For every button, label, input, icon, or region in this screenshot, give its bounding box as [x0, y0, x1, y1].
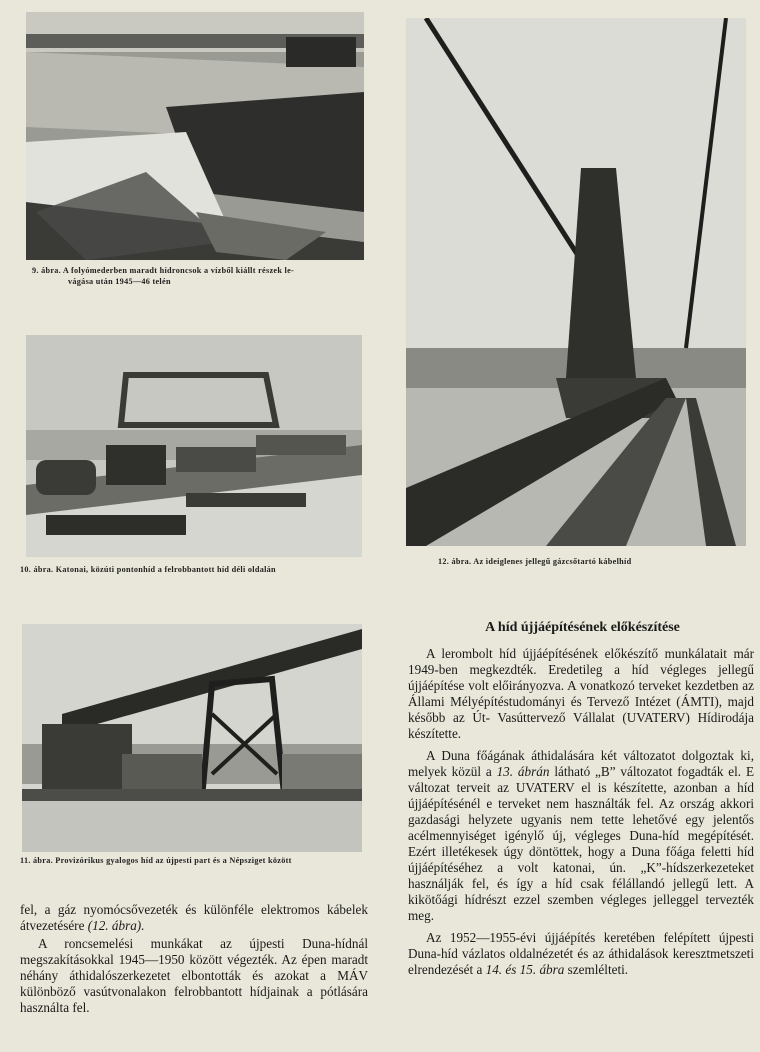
figure-9-caption-line1: 9. ábra. A folyómederben maradt hídroncsok a vízből kiállt részek le- — [32, 266, 295, 275]
right-paragraph-3 — [408, 930, 754, 978]
right-paragraph-2-text-b: látható „B” változatot fogadták el. E változat terveit az UVATERV el is készítette, azonban a híd újjáépítésénél e terveket nem használták fel. Az ország akkori gazdasági helyzete ugyanis nem tette lehetővé egy jelentős acélmennyiséget igénylő új, végleges Duna-híd megépítését. Ezért illetékesek úgy döntöttek, hogy a Duna főága feletti híd újjáépítéséhez a volt katonai, ún. „K”-hídszerkezeteket használják fel, és így a híd csak félállandó jellegű lett. A kikötőági hídrészt ezzel szemben végleges jelleggel tervezték meg. — [408, 764, 755, 923]
figure-9-caption — [32, 265, 372, 287]
right-paragraph-2 — [408, 748, 754, 924]
right-paragraph-1: A lerombolt híd újjáépítésének előkészítő munkálatait már 1949-ben megkezdték. Eredetileg a híd végleges jellegű újjáépítése volt előirányozva. A vonatkozó terveket kezdetben az Állami Mélyépítéstudományi és Tervező Intézet (ÁMTI), majd később az Út- Vasúttervező Vállalat (UVATERV) Hídirodája készítette. — [408, 646, 754, 741]
figure-13-reference: 13. ábrán — [496, 764, 550, 779]
figure-12-reference: (12. ábra). — [87, 918, 145, 933]
figure-9-caption-line2: vágása után 1945—46 telén — [68, 277, 171, 286]
right-paragraph-2-text-a: A Duna főágának áthidalására két változatot dolgoztak ki, melyek közül a — [408, 748, 754, 779]
figure-9-photo — [26, 12, 364, 260]
figure-12-caption: 12. ábra. Az ideiglenes jellegű gázcsőtartó kábelhíd — [438, 557, 632, 566]
right-column-text — [408, 646, 754, 978]
figure-10-photo — [26, 335, 362, 557]
figure-11-caption: 11. ábra. Provizórikus gyalogos híd az újpesti part és a Népsziget között — [20, 856, 292, 865]
right-paragraph-3-text-a: Az 1952—1955-évi újjáépítés keretében felépített újpesti Duna-híd vázlatos oldalnézetét és az áthidalások keresztmetszeti elrendezését a — [408, 930, 754, 977]
left-paragraph-1 — [20, 902, 368, 934]
figure-14-15-reference: 14. és 15. ábra — [485, 962, 565, 977]
figure-12-photo — [406, 18, 746, 546]
figure-11-photo — [22, 624, 362, 852]
left-paragraph-2: A roncsemelési munkákat az újpesti Duna-hídnál megszakításokkal 1945—1950 között végezték. Az épen maradt néhány áthidalószerkezetet elbontották és azokat a MÁV különböző vasútvonalakon felrobbantott hídjainak a pótlására használta fel. — [20, 936, 368, 1015]
right-paragraph-3-text-b: szemlélteti. — [567, 962, 629, 977]
figure-10-caption: 10. ábra. Katonai, közúti pontonhíd a felrobbantott híd déli oldalán — [20, 565, 276, 574]
section-heading: A híd újjáépítésének előkészítése — [485, 620, 680, 635]
left-column-text — [20, 902, 368, 1016]
left-paragraph-1-text: fel, a gáz nyomócsővezeték és különféle elektromos kábelek átvezetésére — [20, 902, 368, 933]
